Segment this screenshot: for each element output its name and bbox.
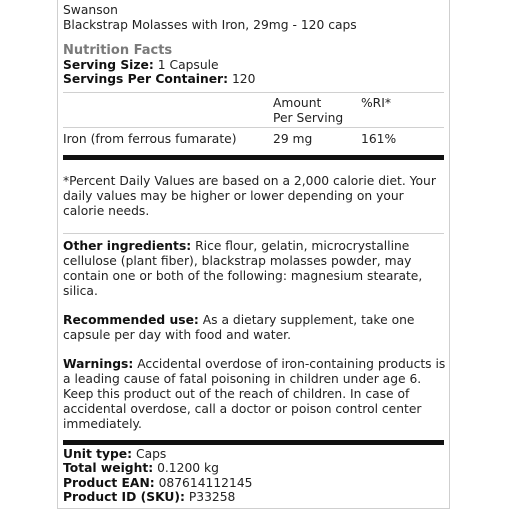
nutrient-name: Iron (from ferrous fumarate): [63, 132, 237, 146]
servings-per-container-value: 120: [231, 72, 256, 86]
recommended-use-text: As a dietary supplement, take one capsule per day with food and water.: [63, 313, 415, 342]
ri-header: %RI*: [361, 96, 392, 110]
other-ingredients: [63, 239, 448, 299]
product-ean-value: 087614112145: [158, 476, 253, 490]
unit-type: [63, 447, 166, 462]
nutrient-amount: 29 mg: [273, 132, 313, 146]
divider: [63, 127, 444, 128]
recommended-use-label: Recommended use:: [63, 313, 199, 327]
product-name: Blackstrap Molasses with Iron, 29mg - 120 caps: [63, 18, 357, 32]
product-sku: [63, 490, 235, 505]
nutrient-ri: 161%: [361, 132, 397, 146]
amount-header: Amount: [273, 96, 322, 110]
recommended-use: [63, 313, 448, 343]
divider: [63, 233, 444, 234]
total-weight: [63, 461, 219, 476]
thick-divider: [63, 155, 444, 160]
serving-size-value: 1 Capsule: [157, 58, 219, 72]
product-ean: [63, 476, 252, 491]
servings-per-container-label: Servings Per Container:: [63, 72, 229, 86]
warnings-text: Accidental overdose of iron-containing products is a leading cause of fatal poisoning in children under age 6. Keep this product out of the reach of children. In case of accidental overdose, call a doctor or poison control center immediately.: [63, 357, 446, 431]
total-weight-label: Total weight:: [63, 461, 154, 475]
divider: [63, 92, 444, 93]
nutrition-label-panel: [57, 0, 450, 509]
unit-type-value: Caps: [136, 447, 167, 461]
serving-size: [63, 58, 219, 73]
warnings-label: Warnings:: [63, 357, 134, 371]
footnote: *Percent Daily Values are based on a 2,000 calorie diet. Your daily values may be higher or lower depending on your calorie needs.: [63, 174, 436, 218]
facts-heading: Nutrition Facts: [63, 43, 173, 58]
warnings: [63, 357, 448, 432]
serving-size-label: Serving Size:: [63, 58, 154, 72]
product-sku-label: Product ID (SKU):: [63, 490, 185, 504]
other-ingredients-text: Rice flour, gelatin, microcrystalline cellulose (plant fiber), blackstrap molasses powder, may contain one or both of the following: magnesium stearate, silica.: [63, 239, 423, 298]
servings-per-container: [63, 72, 255, 87]
total-weight-value: 0.1200 kg: [157, 461, 219, 475]
thick-divider: [63, 440, 444, 445]
product-ean-label: Product EAN:: [63, 476, 155, 490]
other-ingredients-label: Other ingredients:: [63, 239, 192, 253]
unit-type-label: Unit type:: [63, 447, 133, 461]
per-serving-header: Per Serving: [273, 111, 344, 125]
product-sku-value: P33258: [188, 490, 236, 504]
brand-name: Swanson: [63, 3, 118, 17]
